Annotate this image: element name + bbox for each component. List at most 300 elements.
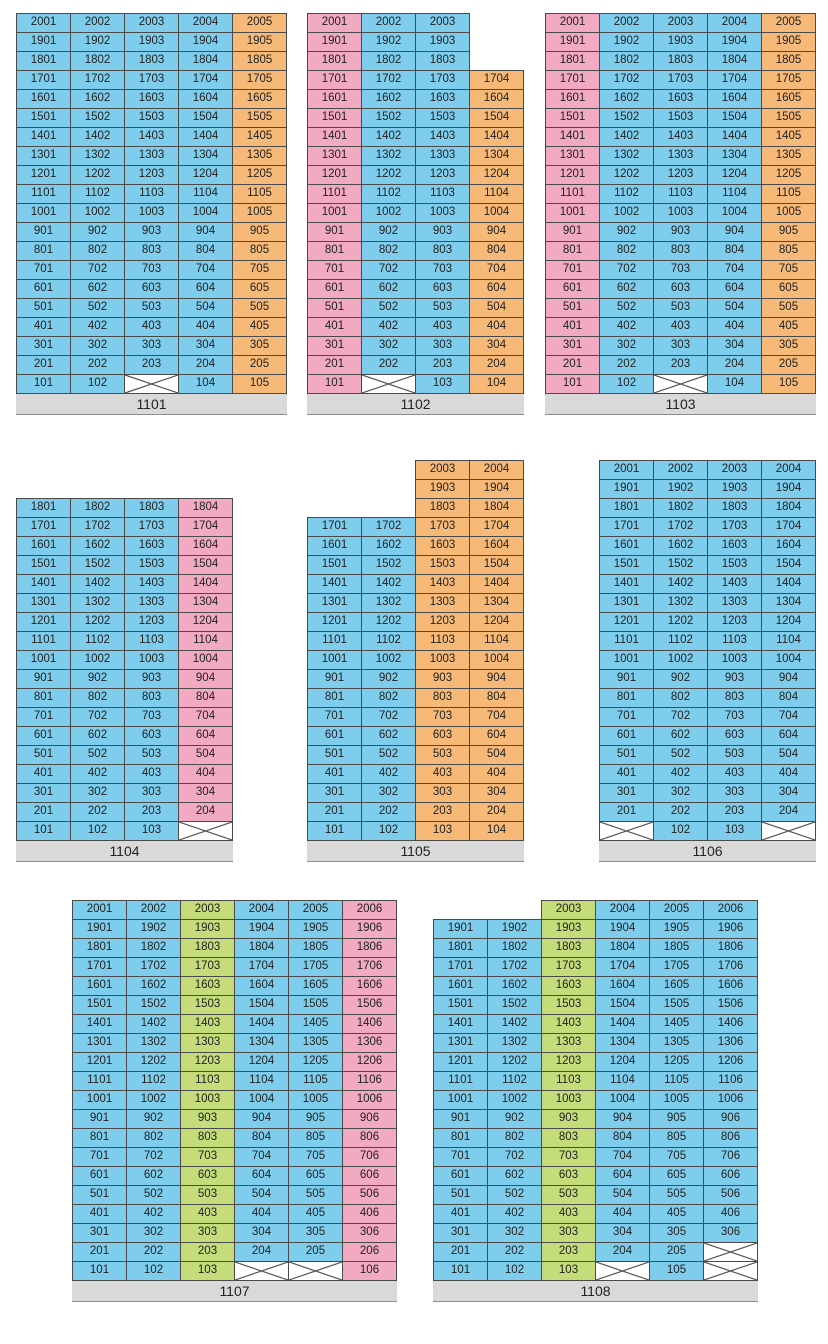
unit-cell: 1605 — [761, 89, 816, 109]
unit-cell: 1704 — [469, 70, 524, 90]
unit-cell: 302 — [487, 1223, 542, 1243]
unit-cell: 202 — [70, 802, 125, 822]
unit-cell: 1103 — [180, 1071, 235, 1091]
unit-cell: 602 — [599, 279, 654, 299]
unit-cell: 1201 — [307, 612, 362, 632]
unit-cell: 1204 — [707, 165, 762, 185]
unit-cell: 1404 — [469, 574, 524, 594]
unit-cell: 1403 — [180, 1014, 235, 1034]
building-1105 — [307, 460, 523, 860]
unit-cell: 1602 — [487, 976, 542, 996]
unit-cell: 201 — [307, 355, 362, 375]
unit-cell: 301 — [16, 336, 71, 356]
unit-cell: 2003 — [653, 13, 708, 33]
unit-cell: 1005 — [649, 1090, 704, 1110]
unit-cell: 1901 — [307, 32, 362, 52]
unit-cell: 302 — [653, 783, 708, 803]
unit-cell: 801 — [433, 1128, 488, 1148]
unit-cell: 1403 — [124, 127, 179, 147]
unit-cell: 105 — [761, 374, 816, 394]
unit-cell: 1305 — [232, 146, 287, 166]
unit-cell: 102 — [653, 821, 708, 841]
unit-cell: 1604 — [178, 89, 233, 109]
unit-cell: 1402 — [70, 127, 125, 147]
unit-cell: 604 — [178, 726, 233, 746]
unit-cell: 902 — [599, 222, 654, 242]
unit-cell: 805 — [288, 1128, 343, 1148]
unit-cell: 1801 — [599, 498, 654, 518]
unit-cell: 1402 — [361, 574, 416, 594]
unit-cell: 402 — [653, 764, 708, 784]
unit-cell: 205 — [649, 1242, 704, 1262]
unit-cell: 801 — [16, 688, 71, 708]
unit-cell: 1303 — [124, 146, 179, 166]
unit-cell: 1806 — [703, 938, 758, 958]
unit-cell: 804 — [761, 688, 816, 708]
unit-cell: 106 — [342, 1261, 397, 1281]
unit-cell: 303 — [415, 336, 470, 356]
unit-cell: 1903 — [541, 919, 596, 939]
unit-cell: 604 — [707, 279, 762, 299]
unit-cell: 905 — [649, 1109, 704, 1129]
unit-cell: 1601 — [599, 536, 654, 556]
unit-unavailable-cross — [362, 375, 415, 393]
unit-cell: 1004 — [469, 650, 524, 670]
unit-cell: 1902 — [361, 32, 416, 52]
unit-cell: 1502 — [70, 108, 125, 128]
unit-cell: 101 — [433, 1261, 488, 1281]
unit-cell: 1104 — [469, 631, 524, 651]
unit-cell: 1802 — [653, 498, 708, 518]
unit-cell: 504 — [178, 298, 233, 318]
unit-cell: 801 — [72, 1128, 127, 1148]
unit-cell: 1602 — [653, 536, 708, 556]
unit-cell: 1402 — [70, 574, 125, 594]
unit-cell: 804 — [469, 688, 524, 708]
unit-cell: 1902 — [487, 919, 542, 939]
unit-cell: 303 — [415, 783, 470, 803]
unit-cell: 801 — [545, 241, 600, 261]
unit-cell: 902 — [487, 1109, 542, 1129]
unit-cell: 1006 — [703, 1090, 758, 1110]
unit-cell: 1501 — [16, 108, 71, 128]
unit-cell: 1304 — [178, 146, 233, 166]
unit-cell: 1603 — [653, 89, 708, 109]
unit-cell: 1603 — [124, 536, 179, 556]
unit-cell: 204 — [178, 802, 233, 822]
unit-unavailable-cross — [289, 1262, 342, 1280]
unit-cell: 404 — [469, 317, 524, 337]
unit-cell: 203 — [180, 1242, 235, 1262]
unit-cell: 903 — [541, 1109, 596, 1129]
unit-cell: 701 — [307, 260, 362, 280]
unit-cell: 1703 — [653, 70, 708, 90]
unit-cell: 1103 — [415, 184, 470, 204]
unit-cell: 1604 — [595, 976, 650, 996]
unit-cell: 203 — [415, 802, 470, 822]
unit-cell: 1401 — [16, 127, 71, 147]
unit-cell: 1301 — [307, 146, 362, 166]
unit-cell: 906 — [342, 1109, 397, 1129]
unit-cell: 803 — [707, 688, 762, 708]
unit-cell: 1101 — [545, 184, 600, 204]
unit-cell: 401 — [433, 1204, 488, 1224]
unit-cell: 1304 — [234, 1033, 289, 1053]
unit-cell: 301 — [16, 783, 71, 803]
unit-cell: 1704 — [761, 517, 816, 537]
unit-cell: 502 — [361, 298, 416, 318]
unit-cell: 405 — [649, 1204, 704, 1224]
unit-cell: 1203 — [541, 1052, 596, 1072]
unit-cell: 2003 — [180, 900, 235, 920]
unit-cell: 901 — [545, 222, 600, 242]
unit-cell: 1501 — [72, 995, 127, 1015]
unit-cell: 1104 — [761, 631, 816, 651]
unit-cell: 804 — [178, 241, 233, 261]
unit-cell: 1401 — [307, 574, 362, 594]
unit-cell: 706 — [342, 1147, 397, 1167]
unit-cell: 804 — [469, 241, 524, 261]
unit-cell: 1701 — [545, 70, 600, 90]
unit-cell: 1902 — [126, 919, 181, 939]
unit-cell: 203 — [415, 355, 470, 375]
unit-cell: 1301 — [545, 146, 600, 166]
unit-cell: 601 — [307, 726, 362, 746]
unit-cell: 802 — [653, 688, 708, 708]
unit-cell: 1802 — [126, 938, 181, 958]
unit-cell: 503 — [415, 745, 470, 765]
unit-cell: 1403 — [415, 127, 470, 147]
unit-cell: 704 — [595, 1147, 650, 1167]
unit-cell: 1502 — [361, 108, 416, 128]
unit-cell: 201 — [16, 355, 71, 375]
unit-cell: 2003 — [415, 13, 470, 33]
unit-cell: 401 — [72, 1204, 127, 1224]
unit-cell: 1502 — [599, 108, 654, 128]
unit-cell: 1304 — [469, 593, 524, 613]
unit-cell: 1604 — [178, 536, 233, 556]
unit-cell: 405 — [232, 317, 287, 337]
unit-cell: 1302 — [70, 593, 125, 613]
unit-cell: 1101 — [72, 1071, 127, 1091]
unit-cell: 1304 — [178, 593, 233, 613]
unit-cell: 1405 — [761, 127, 816, 147]
unit-cell: 605 — [761, 279, 816, 299]
unit-cell: 702 — [126, 1147, 181, 1167]
unit-cell: 1305 — [649, 1033, 704, 1053]
unit-cell: 401 — [16, 764, 71, 784]
unit-cell: 2006 — [703, 900, 758, 920]
unit-cell: 504 — [595, 1185, 650, 1205]
unit-cell: 1303 — [707, 593, 762, 613]
unit-cell: 202 — [361, 802, 416, 822]
unit-cell: 603 — [124, 726, 179, 746]
unit-cell: 1601 — [545, 89, 600, 109]
unit-cell: 1005 — [288, 1090, 343, 1110]
unit-cell: 2002 — [653, 460, 708, 480]
unit-cell: 1202 — [126, 1052, 181, 1072]
unit-cell: 1902 — [653, 479, 708, 499]
unit-cell: 705 — [649, 1147, 704, 1167]
unit-cell: 1702 — [653, 517, 708, 537]
unit-cell: 1105 — [649, 1071, 704, 1091]
unit-cell: 503 — [541, 1185, 596, 1205]
unit-cell: 802 — [70, 688, 125, 708]
unit-cell: 1701 — [16, 517, 71, 537]
unit-cell: 1702 — [70, 517, 125, 537]
unit-cell: 1406 — [703, 1014, 758, 1034]
unit-cell: 806 — [342, 1128, 397, 1148]
unit-cell: 904 — [234, 1109, 289, 1129]
unit-cell: 1204 — [178, 612, 233, 632]
unit-cell: 406 — [703, 1204, 758, 1224]
unit-cell: 1504 — [595, 995, 650, 1015]
unit-cell: 1805 — [761, 51, 816, 71]
unit-cell: 1302 — [126, 1033, 181, 1053]
unit-cell: 1602 — [70, 89, 125, 109]
unit-cell: 802 — [487, 1128, 542, 1148]
unit-cell: 1605 — [649, 976, 704, 996]
unit-cell: 204 — [234, 1242, 289, 1262]
unit-cell: 701 — [545, 260, 600, 280]
unit-cell: 501 — [16, 298, 71, 318]
unit-cell: 102 — [487, 1261, 542, 1281]
unit-cell: 705 — [232, 260, 287, 280]
unit-cell: 1203 — [124, 165, 179, 185]
unit-cell: 101 — [545, 374, 600, 394]
unit-cell: 905 — [288, 1109, 343, 1129]
unit-cell: 902 — [70, 669, 125, 689]
unit-cell: 1602 — [70, 536, 125, 556]
unit-cell: 901 — [16, 669, 71, 689]
unit-cell: 1205 — [649, 1052, 704, 1072]
unit-cell: 406 — [342, 1204, 397, 1224]
unit-cell: 202 — [70, 355, 125, 375]
unit-cell: 902 — [126, 1109, 181, 1129]
building-number-label: 1105 — [307, 841, 524, 862]
unit-cell: 101 — [72, 1261, 127, 1281]
unit-cell: 1906 — [703, 919, 758, 939]
unit-cell: 305 — [761, 336, 816, 356]
unit-cell: 2005 — [649, 900, 704, 920]
unit-cell: 304 — [469, 336, 524, 356]
unit-cell: 301 — [72, 1223, 127, 1243]
unit-cell: 1102 — [487, 1071, 542, 1091]
unit-cell: 206 — [342, 1242, 397, 1262]
unit-cell: 1302 — [70, 146, 125, 166]
unit-cell: 504 — [707, 298, 762, 318]
unit-cell: 2004 — [178, 13, 233, 33]
unit-cell: 1803 — [415, 498, 470, 518]
unit-cell: 1303 — [180, 1033, 235, 1053]
unit-cell: 1605 — [232, 89, 287, 109]
unit-cell: 101 — [16, 374, 71, 394]
unit-cell: 1501 — [307, 108, 362, 128]
unit-cell: 605 — [232, 279, 287, 299]
unit-cell: 1502 — [653, 555, 708, 575]
unit-cell: 1003 — [124, 203, 179, 223]
unit-cell: 403 — [180, 1204, 235, 1224]
unit-cell: 201 — [307, 802, 362, 822]
unit-cell: 502 — [70, 298, 125, 318]
unit-cell: 404 — [707, 317, 762, 337]
unit-cell: 303 — [653, 336, 708, 356]
unit-cell: 1802 — [70, 51, 125, 71]
unit-cell: 501 — [16, 745, 71, 765]
unit-cell: 1303 — [124, 593, 179, 613]
unit-cell: 402 — [599, 317, 654, 337]
unit-cell: 2001 — [545, 13, 600, 33]
unit-cell: 503 — [180, 1185, 235, 1205]
unit-cell: 103 — [415, 821, 470, 841]
unit-cell: 1305 — [761, 146, 816, 166]
unit-cell: 704 — [178, 260, 233, 280]
unit-cell: 1402 — [361, 127, 416, 147]
unit-cell: 1201 — [307, 165, 362, 185]
building-1103 — [545, 13, 815, 413]
unit-cell: 1702 — [599, 70, 654, 90]
unit-cell: 1501 — [307, 555, 362, 575]
unit-cell: 402 — [70, 764, 125, 784]
unit-cell: 1503 — [415, 555, 470, 575]
unit-cell: 1204 — [178, 165, 233, 185]
unit-cell: 602 — [70, 726, 125, 746]
unit-cell: 1606 — [703, 976, 758, 996]
unit-cell: 1102 — [361, 184, 416, 204]
unit-cell: 1204 — [469, 612, 524, 632]
unit-cell: 305 — [232, 336, 287, 356]
unit-cell: 1601 — [16, 89, 71, 109]
unit-cell: 1503 — [124, 108, 179, 128]
unit-cell: 1201 — [16, 612, 71, 632]
unit-cell: 505 — [232, 298, 287, 318]
unit-cell: 203 — [707, 802, 762, 822]
unit-cell: 1101 — [433, 1071, 488, 1091]
unit-cell: 1901 — [599, 479, 654, 499]
unit-cell: 903 — [415, 222, 470, 242]
unit-cell: 403 — [124, 764, 179, 784]
unit-cell: 501 — [307, 745, 362, 765]
unit-cell: 2005 — [232, 13, 287, 33]
unit-cell: 2006 — [342, 900, 397, 920]
unit-unavailable-cross — [600, 822, 653, 840]
unit-cell: 804 — [234, 1128, 289, 1148]
unit-cell: 1402 — [653, 574, 708, 594]
building-number-label: 1108 — [433, 1281, 758, 1302]
unit-cell: 202 — [126, 1242, 181, 1262]
unit-cell: 702 — [653, 707, 708, 727]
unit-cell: 205 — [232, 355, 287, 375]
unit-cell: 1505 — [649, 995, 704, 1015]
unit-cell: 901 — [16, 222, 71, 242]
unit-cell: 1406 — [342, 1014, 397, 1034]
unit-cell: 1004 — [595, 1090, 650, 1110]
unit-cell-empty — [599, 821, 654, 841]
unit-cell: 1702 — [70, 70, 125, 90]
unit-cell-empty — [761, 821, 816, 841]
unit-cell: 1301 — [599, 593, 654, 613]
unit-cell: 604 — [595, 1166, 650, 1186]
unit-cell: 1203 — [415, 612, 470, 632]
unit-cell: 1503 — [415, 108, 470, 128]
unit-unavailable-cross — [125, 375, 178, 393]
unit-cell: 104 — [469, 821, 524, 841]
unit-cell: 1102 — [361, 631, 416, 651]
unit-cell: 201 — [545, 355, 600, 375]
unit-cell: 1505 — [232, 108, 287, 128]
unit-cell: 1201 — [545, 165, 600, 185]
unit-cell-empty — [288, 1261, 343, 1281]
unit-cell: 303 — [707, 783, 762, 803]
unit-cell: 1101 — [307, 631, 362, 651]
unit-cell: 703 — [124, 260, 179, 280]
unit-cell: 802 — [599, 241, 654, 261]
unit-cell: 1002 — [599, 203, 654, 223]
unit-cell: 504 — [469, 745, 524, 765]
unit-cell: 504 — [178, 745, 233, 765]
unit-cell: 506 — [703, 1185, 758, 1205]
unit-cell: 1903 — [124, 32, 179, 52]
unit-cell: 501 — [433, 1185, 488, 1205]
unit-cell: 103 — [415, 374, 470, 394]
unit-cell: 1002 — [653, 650, 708, 670]
unit-cell: 1401 — [545, 127, 600, 147]
unit-cell: 1301 — [72, 1033, 127, 1053]
unit-cell: 1702 — [487, 957, 542, 977]
unit-cell-empty — [703, 1261, 758, 1281]
unit-cell: 104 — [469, 374, 524, 394]
unit-cell: 204 — [469, 802, 524, 822]
unit-cell: 1104 — [178, 631, 233, 651]
unit-cell: 805 — [761, 241, 816, 261]
unit-cell: 1903 — [415, 32, 470, 52]
building-number-label: 1104 — [16, 841, 233, 862]
unit-cell: 1703 — [415, 70, 470, 90]
unit-cell: 703 — [180, 1147, 235, 1167]
unit-cell: 702 — [599, 260, 654, 280]
unit-cell: 1304 — [595, 1033, 650, 1053]
unit-cell: 1001 — [16, 650, 71, 670]
unit-cell: 104 — [707, 374, 762, 394]
unit-cell: 1404 — [234, 1014, 289, 1034]
unit-cell: 1904 — [234, 919, 289, 939]
unit-cell: 1205 — [761, 165, 816, 185]
unit-cell: 1204 — [469, 165, 524, 185]
unit-cell: 1303 — [541, 1033, 596, 1053]
unit-cell: 901 — [433, 1109, 488, 1129]
unit-cell: 1106 — [342, 1071, 397, 1091]
unit-cell: 1201 — [72, 1052, 127, 1072]
unit-cell: 102 — [126, 1261, 181, 1281]
unit-cell: 402 — [126, 1204, 181, 1224]
unit-cell: 401 — [307, 764, 362, 784]
unit-cell: 804 — [707, 241, 762, 261]
unit-cell: 1702 — [361, 70, 416, 90]
unit-cell-empty — [595, 1261, 650, 1281]
unit-cell: 1005 — [232, 203, 287, 223]
unit-cell: 804 — [178, 688, 233, 708]
unit-cell: 1002 — [487, 1090, 542, 1110]
unit-cell: 1701 — [307, 517, 362, 537]
unit-unavailable-cross — [235, 1262, 288, 1280]
unit-cell: 1601 — [307, 89, 362, 109]
unit-cell: 202 — [653, 802, 708, 822]
unit-cell: 103 — [180, 1261, 235, 1281]
unit-cell: 1002 — [70, 203, 125, 223]
unit-cell: 603 — [541, 1166, 596, 1186]
unit-cell: 102 — [70, 374, 125, 394]
unit-cell: 1602 — [126, 976, 181, 996]
